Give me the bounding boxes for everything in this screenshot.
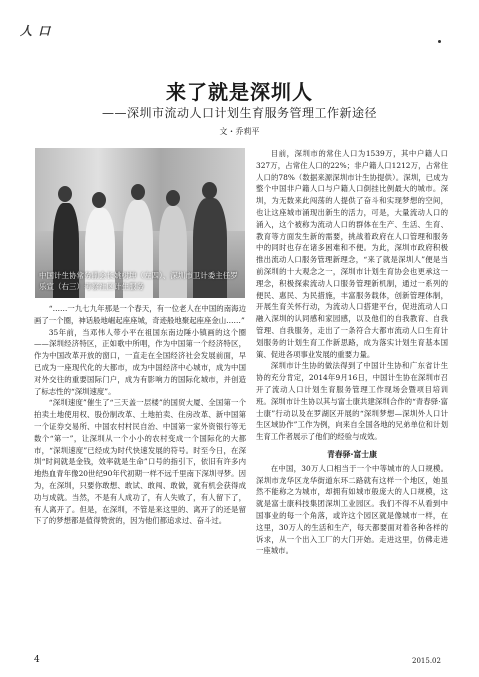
body-paragraph: “……一九七九年那是一个春天，有一位老人在中国的南海边画了一个圈，神话般地崛起座座城，奇迹般地聚起座座金山……” [34,304,246,325]
photo-person-head [202,182,217,199]
magazine-logo: 人 口 [20,24,52,38]
photo-person-head [92,192,106,208]
article-subtitle: ——深圳市流动人口计划生育服务管理工作新途径 [101,106,377,120]
photo-caption: 中国计生协常务副会长姚树坤（左四）、深圳市卫计委主任罗乐宣（右三）考察社区计生服务 [39,271,238,291]
photo-person-head [166,190,180,206]
photo-person-head [131,184,145,200]
page-number: 4 [34,655,40,665]
body-paragraph: 在中国，30万人口相当于一个中等城市的人口规模。深圳市龙华区龙华街道东环二路就有这样一个地区，她虽然不能称之为城市，却拥有如城市般庞大的人口规模，这就是富士康科技集团深圳工业园区。我们不得不从看到中国事业的每一个角落，或许这个园区就是像城市一样，在这里，30万人的生活和生产，每天都要面对着各种各样的诉求，从一个出入工厂的大门开始。走进这里，仿佛走进一座城市。 [256,463,448,556]
issue-code: 2015.02 [412,657,441,665]
body-paragraph: 目前，深圳市的常住人口为1539万，其中户籍人口327万，占常住人口的22%；非户籍人口1212万，占常住人口的78%（数据来源深圳市计生协提供）。深圳，已成为整个中国非户籍人口与户籍人口倒挂比例最大的城市。深圳，为无数来此闯荡的人提供了奋斗和实现梦想的空间，也让这座城市涌现出新生的活力，可是，大量流动人口的涌入，这个被称为流动人口的群体在生产、生活、生育、教育等方面发生新的需要，挑战着政府在人口管理和服务中的同时也存在诸多困难和不便。为此，深圳市政府积极推出流动人口服务管理新理念，“来了就是深圳人”便是当前深圳的十大观念之一，深圳市计划生育协会也更承这一理念，积极探索流动人口服务管理新机制，通过一系列的便民、惠民、为民措施，丰富服务载体，创新管理体制，开展生育关怀行动，为流动人口搭建平台，促进流动人口融入深圳的认同感和家园感，以及他们的自我教育、自我管理、自我服务，走出了一条符合大都市流动人口生育计划服务的计划生育工作新思路，成为落实计划生育基本国策、促进各项事业发展的重要力量。 [256,149,448,359]
article-title: 来了就是深圳人 [166,80,313,104]
body-paragraph: “深圳速度”催生了“三天盖一层楼”的国贸大厦、全国第一个拍卖土地使用权、股份制改革、土地拍卖、住房改革、新中国第一个证券交易所、中国农村村民自治、中国第一家外资银行等无数个“第一”，让深圳从一个小小的农村变成一个国际化的大都市，“深圳速度”已经成为时代快速发展的符号。时至今日，在深圳“时间就是金钱，效率就是生命”口号的指引下，依旧有许多内地热血青年像20世纪90年代初期一样不远千里南下深圳寻梦。因为，在深圳，只要你敢想、敢试、敢闯、敢做，就有机会获得成功与成就。当然，不是有人成功了，有人失败了，有人留下了，有人离开了。但是，在深圳，不管是来这里的、离开了的还是留下了的梦想都是值得赞赏的，因为他们都追求过、奋斗过。 [34,398,246,526]
body-paragraph: 深圳市计生协的做法得到了中国计生协和广东省计生协的充分肯定，2014年9月16日，中国计生协在深圳市召开了流动人口计划生育服务管理工作现场会暨项目培训班。深圳市计生协以其与富士康共建深圳合作的“青春驿·富士康”行动以及在罗湖区开展的“深圳梦想—深圳外人口计生区域协作”工作为例，向来自全国各地的兄弟单位和计划生育工作者展示了他们的经验与成效。 [256,361,448,442]
photo-person-head [58,186,72,202]
article-author: 文・乔莉平 [219,127,260,136]
body-column-left [34,303,246,527]
header-dot [438,40,441,43]
body-paragraph: 35年前，当邓伟人带小平在祖国东南边陲小镇画的这个圈——深圳经济特区，正如歌中所唱，作为中国第一个经济特区，作为中国改革开放的窗口，一直走在全国经济社会发展前面，早已成为一座现代化的大都市，成为中国经济中心城市，成为中国对外交往的重要国际门户，成为有影响力的国际化城市，并创造了标志性的“深圳速度”。 [34,327,246,396]
article-photo [35,148,245,298]
section-heading: 青春驿·富士康 [327,449,377,459]
body-column-right [256,148,448,557]
